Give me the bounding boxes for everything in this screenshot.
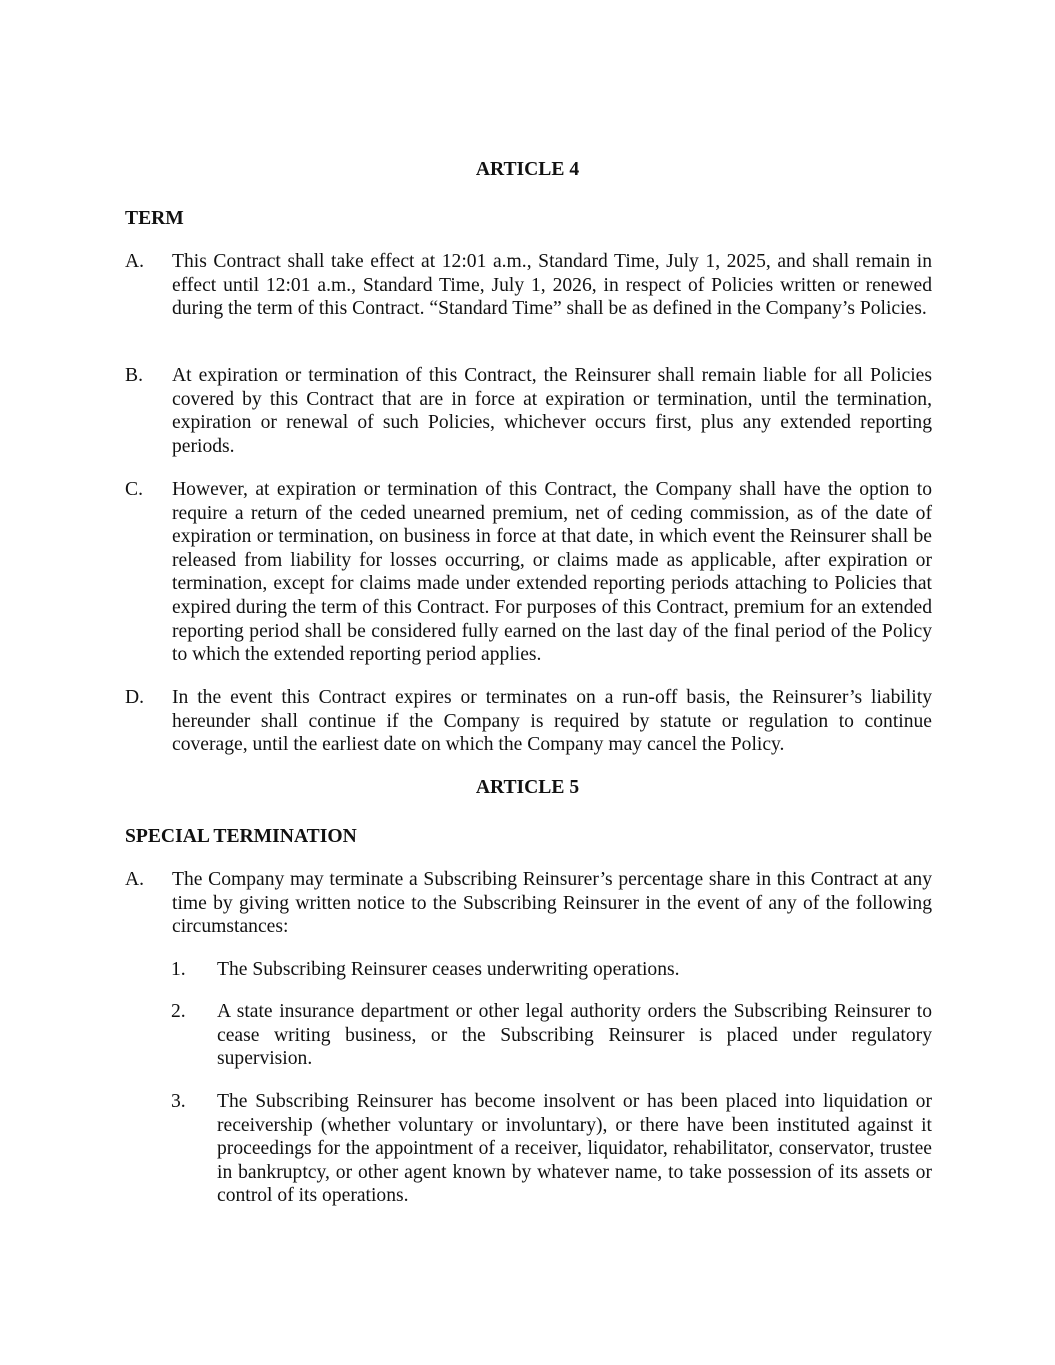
paragraph-text: At expiration or termination of this Contract, the Reinsurer shall remain liable for all Policies covered by this Contract that are in force at expiration or termination, until the termination, expiration or renewal of such Policies, whichever occurs first, plus any extended reporting periods. <box>172 365 932 457</box>
article-4-heading: ARTICLE 4 <box>475 159 580 180</box>
paragraph-text: In the event this Contract expires or terminates on a run-off basis, the Reinsurer’s liability hereunder shall continue if the Company is required by statute or regulation to continue coverage, until the earliest date on which the Company may cancel the Policy. <box>172 687 932 756</box>
subparagraph-label: 2. <box>171 1001 186 1022</box>
paragraph-text: This Contract shall take effect at 12:01 a.m., Standard Time, July 1, 2025, and shall remain in effect until 12:01 a.m., Standard Time, July 1, 2026, in respect of Policies written or renewed during the term of this Contract. “Standard Time” shall be as defined in the Company’s Policies. <box>172 251 932 320</box>
paragraph-label: D. <box>125 687 145 708</box>
article-4-paragraph-b <box>125 364 932 458</box>
paragraph-text: However, at expiration or termination of this Contract, the Company shall have the option to require a return of the ceded unearned premium, net of ceding commission, as of the date of expiration or termination, on business in force at that date, in which event the Reinsurer shall be released from liability for losses occurring, or claims made as applicable, after expiration or termination, except for claims made under extended reporting periods attaching to Policies that expired during the term of this Contract. For purposes of this Contract, premium for an extended reporting period shall be considered fully earned on the last day of the final period of the Policy to which the extended reporting period applies. <box>172 479 932 666</box>
article-5-title: SPECIAL TERMINATION <box>125 826 357 847</box>
paragraph-text: The Company may terminate a Subscribing Reinsurer’s percentage share in this Contract at any time by giving written notice to the Subscribing Reinsurer in the event of any of the following circumstances: <box>172 869 932 938</box>
article-5-paragraph-a <box>125 868 932 939</box>
article-5-subparagraph-2 <box>171 1000 932 1071</box>
article-5-subparagraph-1 <box>171 958 932 982</box>
paragraph-label: A. <box>125 251 145 272</box>
paragraph-label: B. <box>125 365 143 386</box>
paragraph-label: A. <box>125 869 145 890</box>
paragraph-label: C. <box>125 479 143 500</box>
subparagraph-text: A state insurance department or other legal authority orders the Subscribing Reinsurer to cease writing business, or the Subscribing Reinsurer is placed under regulatory supervision. <box>217 1001 932 1070</box>
subparagraph-label: 3. <box>171 1091 186 1112</box>
article-5-heading: ARTICLE 5 <box>475 777 580 798</box>
article-4-paragraph-a <box>125 250 932 321</box>
article-4-paragraph-d <box>125 686 932 757</box>
article-4-title: TERM <box>125 208 184 229</box>
subparagraph-label: 1. <box>171 959 186 980</box>
article-4-paragraph-c <box>125 478 932 667</box>
subparagraph-text: The Subscribing Reinsurer ceases underwriting operations. <box>217 959 680 980</box>
article-5-subparagraph-3 <box>171 1090 932 1208</box>
subparagraph-text: The Subscribing Reinsurer has become insolvent or has been placed into liquidation or receivership (whether voluntary or involuntary), or there have been instituted against it proceedings for the appointment of a receiver, liquidator, rehabilitator, conservator, trustee in bankruptcy, or other agent known by whatever name, to take possession of its assets or control of its operations. <box>217 1091 932 1207</box>
